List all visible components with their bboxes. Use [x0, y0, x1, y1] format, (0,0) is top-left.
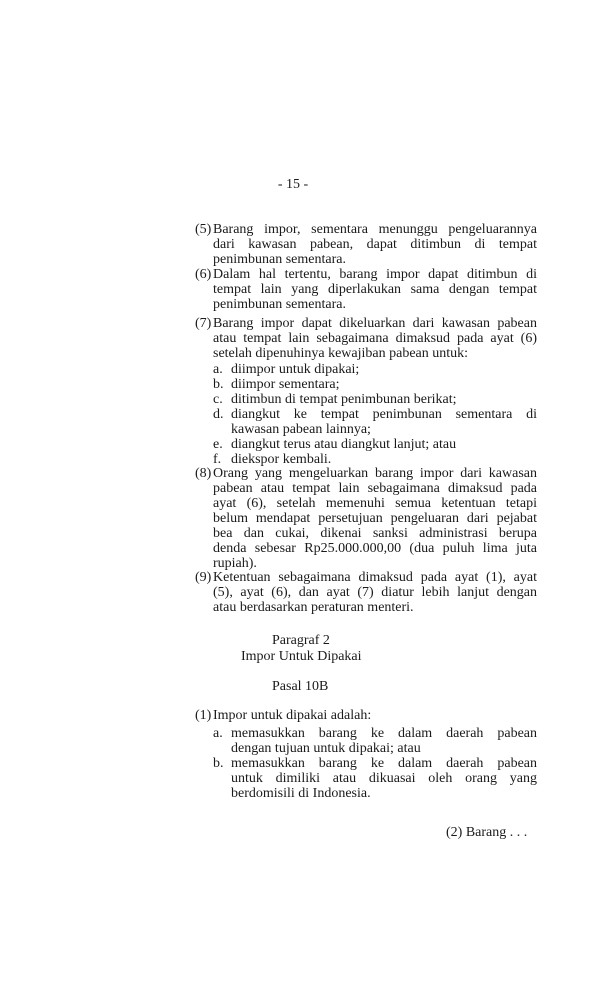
list-item-line: diekspor kembali. — [231, 452, 332, 467]
paragraph-line: Barang impor, sementara menunggu pengeluarannya — [213, 222, 537, 237]
list-item-line: memasukkan barang ke dalam daerah pabean — [231, 726, 537, 741]
paragraph-line: atau tempat lain sebagaimana dimaksud pada ayat (6) — [213, 331, 537, 346]
paragraf-heading: Paragraf 2 — [272, 633, 330, 648]
pasal-heading: Pasal 10B — [272, 679, 329, 694]
list-item-line: diimpor untuk dipakai; — [231, 362, 360, 377]
paragraph-line: penimbunan sementara. — [213, 297, 346, 312]
paragraph-line: penimbunan sementara. — [213, 252, 346, 267]
list-item-line: diangkut ke tempat penimbunan sementara di — [231, 407, 537, 422]
list-item-line: untuk dimiliki atau dikuasai oleh orang yang — [231, 771, 537, 786]
paragraph-line: denda sebesar Rp25.000.000,00 (dua puluh lima juta — [213, 541, 537, 556]
paragraph-line: Orang yang mengeluarkan barang impor dari kawasan — [213, 466, 537, 481]
list-item-line: berdomisili di Indonesia. — [231, 786, 371, 801]
list-item-letter: c. — [213, 392, 223, 407]
list-item-letter: b. — [213, 377, 224, 392]
list-item-letter: b. — [213, 756, 224, 771]
list-item-letter: e. — [213, 437, 223, 452]
list-item-letter: d. — [213, 407, 224, 422]
paragraph-line: ayat (6), setelah memenuhi semua ketentuan tetapi — [213, 496, 537, 511]
paragraph-line: setelah dipenuhinya kewajiban pabean untuk: — [213, 346, 469, 361]
paragraph-number: (8) — [195, 466, 212, 481]
paragraph-number: (1) — [195, 708, 212, 723]
paragraph-line: Dalam hal tertentu, barang impor dapat ditimbun di — [213, 267, 537, 282]
paragraph-line: (5), ayat (6), dan ayat (7) diatur lebih lanjut dengan — [213, 585, 537, 600]
paragraph-line: atau berdasarkan peraturan menteri. — [213, 600, 414, 615]
paragraf-title: Impor Untuk Dipakai — [241, 649, 362, 664]
paragraph-line: Impor untuk dipakai adalah: — [213, 708, 372, 723]
paragraph-line: tempat lain yang diperlakukan sama dengan tempat — [213, 282, 537, 297]
page-number: - 15 - — [277, 177, 309, 192]
list-item-letter: a. — [213, 726, 223, 741]
list-item-letter: a. — [213, 362, 223, 377]
paragraph-line: bea dan cukai, dikenai sanksi administrasi berupa — [213, 526, 537, 541]
paragraph-number: (7) — [195, 316, 212, 331]
list-item-line: ditimbun di tempat penimbunan berikat; — [231, 392, 457, 407]
paragraph-line: dari kawasan pabean, dapat ditimbun di tempat — [213, 237, 537, 252]
list-item-line: kawasan pabean lainnya; — [231, 422, 371, 437]
list-item-line: diangkut terus atau diangkut lanjut; atau — [231, 437, 457, 452]
paragraph-line: belum mendapat persetujuan pengeluaran dari pejabat — [213, 511, 537, 526]
paragraph-line: Ketentuan sebagaimana dimaksud pada ayat (1), ayat — [213, 570, 537, 585]
list-item-line: memasukkan barang ke dalam daerah pabean — [231, 756, 537, 771]
paragraph-line: pabean atau tempat lain sebagaimana dimaksud pada — [213, 481, 537, 496]
list-item-letter: f. — [213, 452, 222, 467]
continuation-text: (2) Barang . . . — [446, 825, 528, 840]
list-item-line: dengan tujuan untuk dipakai; atau — [231, 741, 421, 756]
paragraph-line: Barang impor dapat dikeluarkan dari kawasan pabean — [213, 316, 537, 331]
paragraph-line: rupiah). — [213, 556, 257, 571]
paragraph-number: (9) — [195, 570, 212, 585]
paragraph-number: (5) — [195, 222, 212, 237]
paragraph-number: (6) — [195, 267, 212, 282]
list-item-line: diimpor sementara; — [231, 377, 340, 392]
